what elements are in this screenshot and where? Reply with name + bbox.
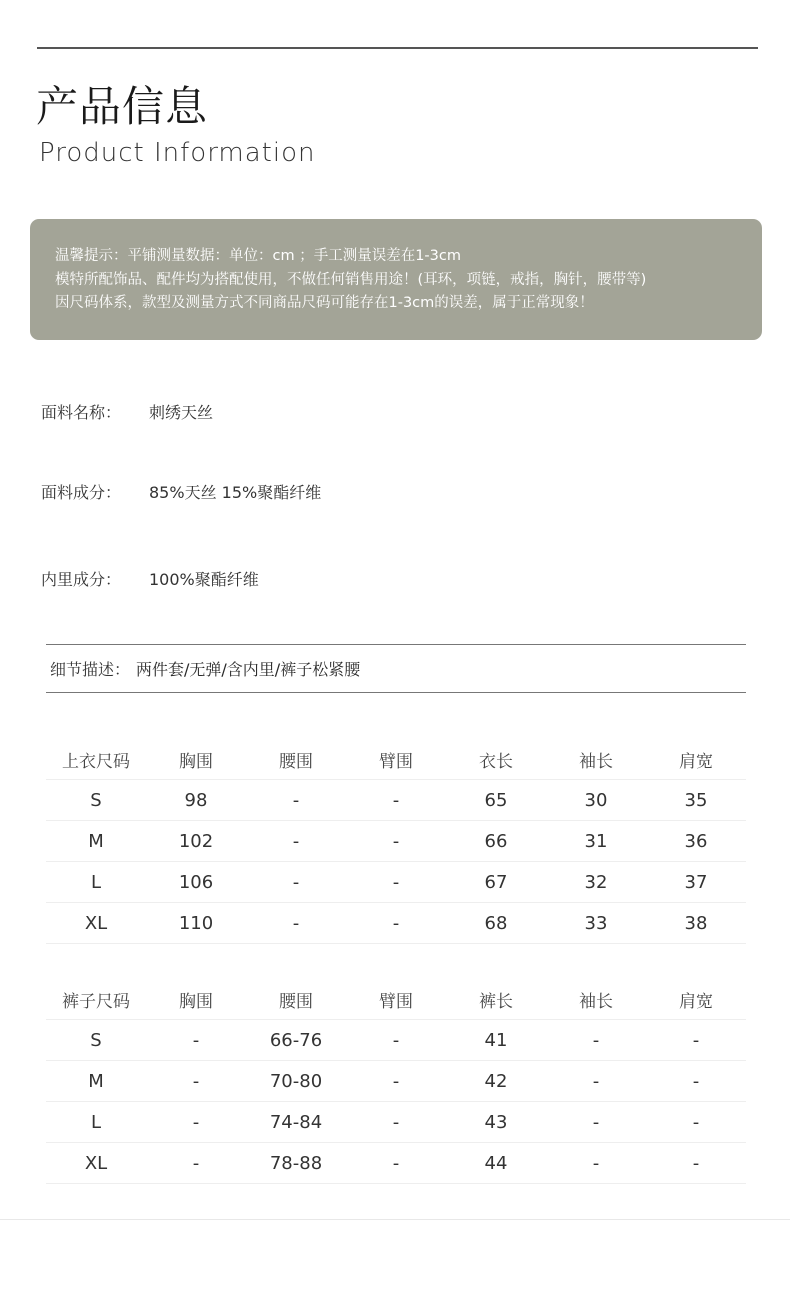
page-title: 产品信息 — [36, 82, 209, 131]
notice-box — [30, 219, 762, 340]
table-cell: 67 — [446, 862, 546, 903]
table-cell: - — [646, 1020, 746, 1061]
table-header-row — [46, 739, 746, 780]
detail-value: 两件套/无弹/含内里/裤子松紧腰 — [136, 660, 361, 679]
table-cell: - — [246, 821, 346, 862]
spec-value: 100%聚酯纤维 — [149, 570, 259, 589]
table-cell: 44 — [446, 1143, 546, 1184]
spec-value: 85%天丝 15%聚酯纤维 — [149, 483, 322, 502]
pants-size-table — [46, 979, 746, 1184]
table-cell: 38 — [646, 903, 746, 944]
spec-label: 内里成分： — [41, 570, 122, 589]
header-cell: 肩宽 — [646, 979, 746, 1020]
table-cell: - — [246, 903, 346, 944]
table-cell: - — [246, 780, 346, 821]
table-cell: - — [646, 1102, 746, 1143]
table-row — [46, 1102, 746, 1143]
table-cell: - — [346, 1020, 446, 1061]
notice-line: 温馨提示：平铺测量数据：单位：cm ；手工测量误差在1-3cm — [55, 248, 461, 264]
table-cell: M — [46, 821, 146, 862]
top-size-table — [46, 739, 746, 944]
table-cell: 35 — [646, 780, 746, 821]
top-divider — [37, 47, 758, 49]
table-cell: 41 — [446, 1020, 546, 1061]
table-cell: - — [346, 1102, 446, 1143]
header-cell: 裤子尺码 — [46, 979, 146, 1020]
table-cell: 33 — [546, 903, 646, 944]
table-cell: L — [46, 862, 146, 903]
header-cell: 袖长 — [546, 739, 646, 780]
spec-label: 面料成分： — [41, 483, 122, 502]
table-cell: - — [546, 1102, 646, 1143]
notice-line: 模特所配饰品、配件均为搭配使用，不做任何销售用途！(耳环，项链，戒指，胸针，腰带等) — [55, 271, 647, 288]
table-cell: 65 — [446, 780, 546, 821]
spec-lining-composition — [41, 567, 259, 590]
table-row — [46, 903, 746, 944]
table-cell: - — [646, 1061, 746, 1102]
table-cell: - — [346, 903, 446, 944]
table-row — [46, 1061, 746, 1102]
table-cell: S — [46, 780, 146, 821]
spec-value: 刺绣天丝 — [149, 403, 214, 422]
table-cell: - — [346, 862, 446, 903]
table-row — [46, 821, 746, 862]
table-cell: 37 — [646, 862, 746, 903]
table-cell: - — [546, 1143, 646, 1184]
detail-label: 细节描述： — [50, 660, 131, 679]
table-cell: 98 — [146, 780, 246, 821]
table-row — [46, 780, 746, 821]
page-subtitle: Product Information — [39, 138, 316, 168]
table-cell: M — [46, 1061, 146, 1102]
table-cell: - — [346, 1143, 446, 1184]
table-cell: 66 — [446, 821, 546, 862]
table-cell: - — [546, 1061, 646, 1102]
table-cell: 102 — [146, 821, 246, 862]
table-cell: - — [346, 1061, 446, 1102]
table-row — [46, 1143, 746, 1184]
header-cell: 胸围 — [146, 739, 246, 780]
bottom-divider — [0, 1219, 790, 1220]
table-cell: 42 — [446, 1061, 546, 1102]
table-cell: 43 — [446, 1102, 546, 1143]
table-cell: 110 — [146, 903, 246, 944]
table-cell: 66-76 — [246, 1020, 346, 1061]
spec-label: 面料名称： — [41, 403, 122, 422]
header-cell: 臂围 — [346, 979, 446, 1020]
notice-line: 因尺码体系，款型及测量方式不同商品尺码可能存在1-3cm的误差，属于正常现象！ — [55, 295, 594, 311]
table-cell: - — [146, 1061, 246, 1102]
table-cell: - — [346, 821, 446, 862]
table-cell: XL — [46, 903, 146, 944]
header-cell: 裤长 — [446, 979, 546, 1020]
table-cell: XL — [46, 1143, 146, 1184]
table-cell: S — [46, 1020, 146, 1061]
header-cell: 胸围 — [146, 979, 246, 1020]
table-cell: - — [346, 780, 446, 821]
table-cell: 78-88 — [246, 1143, 346, 1184]
table-cell: - — [646, 1143, 746, 1184]
detail-description — [46, 644, 746, 693]
table-cell: - — [546, 1020, 646, 1061]
header-cell: 腰围 — [246, 979, 346, 1020]
table-cell: 30 — [546, 780, 646, 821]
header-cell: 臂围 — [346, 739, 446, 780]
table-cell: - — [146, 1020, 246, 1061]
table-cell: 31 — [546, 821, 646, 862]
table-cell: 32 — [546, 862, 646, 903]
table-cell: L — [46, 1102, 146, 1143]
table-cell: 36 — [646, 821, 746, 862]
table-header-row — [46, 979, 746, 1020]
table-cell: 74-84 — [246, 1102, 346, 1143]
table-cell: - — [246, 862, 346, 903]
header-cell: 袖长 — [546, 979, 646, 1020]
table-row — [46, 1020, 746, 1061]
header-cell: 腰围 — [246, 739, 346, 780]
table-cell: 70-80 — [246, 1061, 346, 1102]
table-cell: 106 — [146, 862, 246, 903]
header-cell: 衣长 — [446, 739, 546, 780]
spec-fabric-composition — [41, 480, 321, 503]
table-cell: - — [146, 1143, 246, 1184]
table-row — [46, 862, 746, 903]
table-cell: - — [146, 1102, 246, 1143]
table-cell: 68 — [446, 903, 546, 944]
spec-fabric-name — [41, 400, 213, 423]
header-cell: 肩宽 — [646, 739, 746, 780]
header-cell: 上衣尺码 — [46, 739, 146, 780]
